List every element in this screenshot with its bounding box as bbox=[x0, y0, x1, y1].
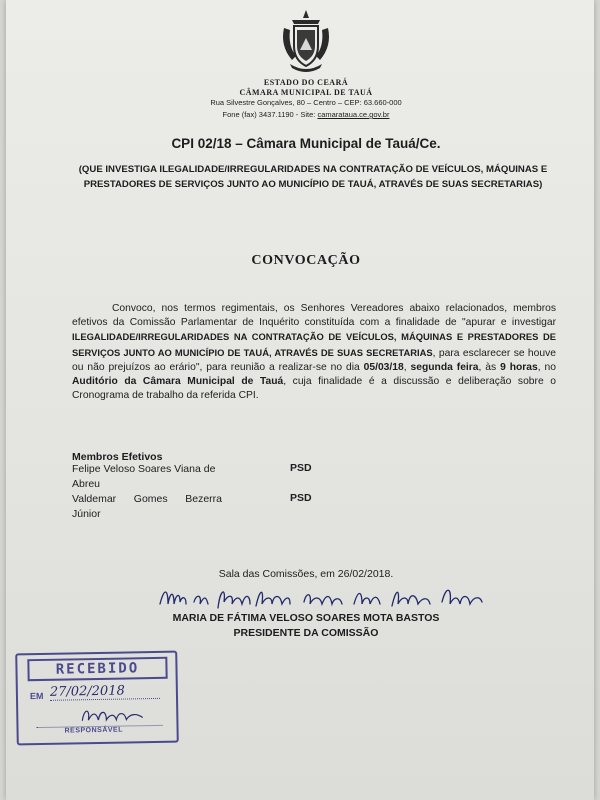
place-date: Sala das Comissões, em 26/02/2018. bbox=[218, 568, 394, 580]
stamp-date: 27/02/2018 bbox=[50, 683, 160, 701]
meeting-weekday: segunda feira bbox=[410, 361, 479, 373]
body-paragraph bbox=[72, 302, 556, 403]
header-site-link[interactable]: camarataua.ce.gov.br bbox=[317, 110, 390, 119]
member-name-2-line2: Júnior bbox=[72, 508, 101, 520]
meeting-hour: 9 horas bbox=[500, 361, 538, 373]
header-state: ESTADO DO CEARÁ bbox=[263, 78, 349, 87]
body-text-2: , para esclarecer se houve ou não prejuízos ao erário", para reunião a realizar-se no dia bbox=[72, 347, 556, 373]
header-phone: Fone (fax) 3437.1190 - Site: bbox=[222, 110, 318, 119]
member-name-1 bbox=[72, 462, 232, 492]
member-name-1-line1: Felipe Veloso Soares Viana de bbox=[72, 463, 216, 475]
stamp-em-label: EM bbox=[29, 690, 44, 702]
coat-of-arms-icon bbox=[278, 6, 334, 76]
member-party-1: PSD bbox=[290, 462, 312, 474]
stamp-initials-signature bbox=[78, 703, 148, 726]
member-party-2: PSD bbox=[290, 492, 312, 504]
member-name-1-line2: Abreu bbox=[72, 478, 101, 490]
members-title: Membros Efetivos bbox=[72, 451, 163, 463]
body-text-6: , cuja finalidade é a discussão e deliberação sobre o Cronograma de trabalho da referida CPI. bbox=[72, 376, 556, 402]
section-heading: CONVOCAÇÃO bbox=[251, 253, 361, 268]
meeting-venue: Auditório da Câmara Municipal de Tauá bbox=[72, 376, 284, 388]
header-chamber: CÂMARA MUNICIPAL DE TAUÁ bbox=[239, 88, 373, 97]
document-title: CPI 02/18 – Câmara Municipal de Tauá/Ce. bbox=[171, 136, 441, 151]
document-subtitle: (QUE INVESTIGA ILEGALIDADE/IRREGULARIDADES NA CONTRATAÇÃO DE VEÍCULOS, MÁQUINAS E PRESTADORES DE SERVIÇOS JUNTO AO MUNICÍPIO DE TAUÁ, ATRAVÉS DE SUAS SECRETARIAS) bbox=[78, 164, 548, 190]
body-text-5: , no bbox=[537, 361, 556, 373]
body-subject: ILEGALIDADE/IRREGULARIDADES NA CONTRATAÇÃO DE VEÍCULOS, MÁQUINAS E PRESTADORES DE SERVIÇOS JUNTO AO MUNICÍPIO DE TAUÁ, ATRAVÉS DE SUAS SECRETARIAS bbox=[72, 331, 556, 358]
body-text-3: , bbox=[403, 361, 411, 373]
received-stamp bbox=[15, 651, 179, 746]
stamp-responsible-label: RESPONSÁVEL bbox=[64, 726, 124, 735]
meeting-date: 05/03/18 bbox=[363, 361, 404, 373]
signer-role: PRESIDENTE DA COMISSÃO bbox=[233, 627, 379, 639]
header-contact bbox=[6, 110, 600, 119]
body-text-1: Convoco, nos termos regimentais, os Senhores Vereadores abaixo relacionados, membros efetivos da Comissão Parlamentar de Inquérito constituída com a finalidade de "apurar e investigar bbox=[72, 303, 556, 329]
body-text-4: , às bbox=[478, 361, 501, 373]
header-address: Rua Silvestre Gonçalves, 80 – Centro – CEP: 63.660-000 bbox=[210, 98, 402, 107]
signer-name: MARIA DE FÁTIMA VELOSO SOARES MOTA BASTOS bbox=[172, 612, 440, 624]
member-name-2-line1: Valdemar Gomes Bezerra bbox=[72, 493, 222, 505]
stamp-title: RECEBIDO bbox=[27, 657, 167, 681]
document-page bbox=[6, 0, 594, 800]
